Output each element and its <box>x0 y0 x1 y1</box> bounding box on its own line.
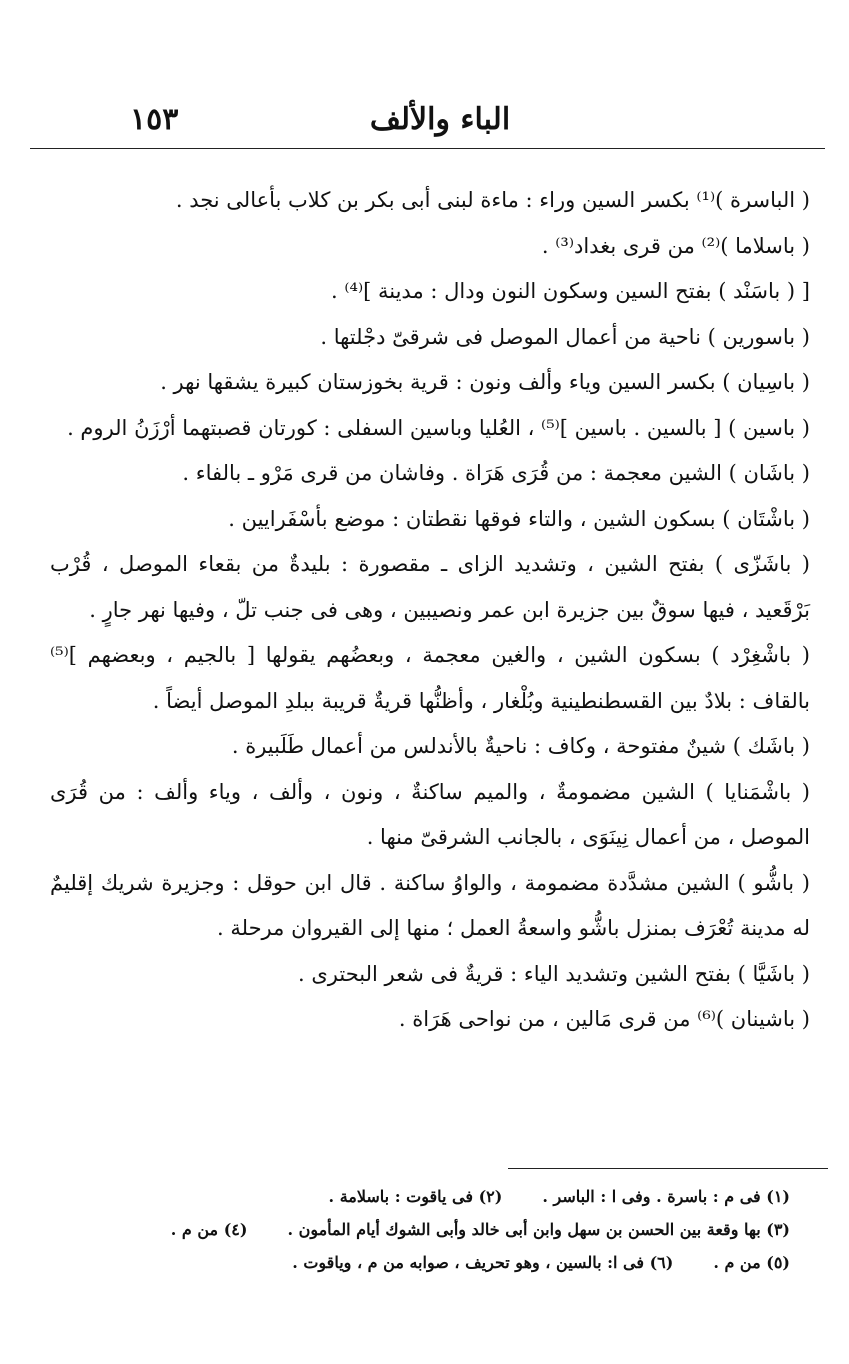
entry-bashghird: ( باشْغِرْد ) بسكون الشين ، والغين معجمة ، وبعضُهم يقولها [ بالجيم ، وبعضهم ]⁽⁵⁾ بالقاف : بلادٌ بين القسطنطينية وبُلْغار ، وأظنُّها قريةٌ قريبة ببلدِ الموصل أيضاً . <box>50 643 810 713</box>
entry-bashtan: ( باشْتَان ) بسكون الشين ، والتاء فوقها نقطتان : موضع بأسْفَرايين . <box>228 506 810 531</box>
footnote-line <box>90 1246 790 1279</box>
page-number: ١٥٣ <box>130 102 179 137</box>
header-rule <box>30 148 825 149</box>
entry-basand: [ ( باسَنْد ) بفتح السين وسكون النون ودال : مدينة ]⁽⁴⁾ . <box>331 279 810 303</box>
entry-bashazza: ( باشَزّى ) بفتح الشين ، وتشديد الزاى ـ مقصورة : بليدةٌ من بقعاء الموصل ، قُرْب بَرْقَعيد ، فيها سوقٌ بين جزيرة ابن عمر ونصيبين ، وهى فى جنب تلّ ، وفيها نهر جارٍ . <box>50 552 810 622</box>
footnote-line <box>90 1213 790 1246</box>
entry-bashmanaya: ( باشْمَنايا ) الشين مضمومةٌ ، والميم ساكنةٌ ، ونون ، وألف ، وياء وألف : من قُرَى الموصل ، من أعمال نِينَوَى ، بالجانب الشرقىّ منها . <box>50 779 810 849</box>
footnote-line <box>90 1180 790 1213</box>
entry-bashinan: ( باشينان )⁽⁶⁾ من قرى مَالين ، من نواحى هَرَاة . <box>398 1007 810 1031</box>
page-header <box>30 98 825 144</box>
entry-albasira: ( الباسرة )⁽¹⁾ بكسر السين وراء : ماءة لبنى أبى بكر بن كلاب بأعالى نجد . <box>175 188 810 212</box>
entry-basin: ( باسين ) [ بالسين . باسين ]⁽⁵⁾ ، العُليا وباسين السفلى : كورتان قصبتهما أرْزَنُ الروم . <box>67 415 810 440</box>
footnotes <box>90 1180 790 1279</box>
running-title: الباء والألف <box>369 102 511 137</box>
footnote-1: (١) فى م : باسرة . وفى ا : الباسر . <box>542 1187 790 1206</box>
entry-bashan: ( باشَان ) الشين معجمة : من قُرَى هَرَاة . وفاشان من قرى مَرْو ـ بالفاء . <box>182 461 810 485</box>
entry-basalama: ( باسلاما )⁽²⁾ من قرى بغداد⁽³⁾ . <box>541 233 810 258</box>
entry-basiyan: ( باسِيان ) بكسر السين وياء وألف ونون : قرية بخوزستان كبيرة يشقها نهر . <box>160 370 810 394</box>
footnote-6: (٦) فى ا: بالسين ، وهو تحريف ، صوابه من م ، وياقوت . <box>292 1253 674 1272</box>
entry-basurin: ( باسورين ) ناحية من أعمال الموصل فى شرقىّ دجْلتها . <box>320 324 810 349</box>
dictionary-entries <box>50 178 810 1043</box>
entry-bashshu: ( باشُّو ) الشين مشدَّدة مضمومة ، والواوُ ساكنة . قال ابن حوقل : وجزيرة شريك إقليمٌ له مدينة تُعْرَف بمنزل باشُّو واسعةُ العمل ؛ منها إلى القيروان مرحلة . <box>50 870 810 940</box>
footnote-5: (٥) من م . <box>713 1253 790 1272</box>
entry-bashak: ( باشَك ) شينٌ مفتوحة ، وكاف : ناحيةٌ بالأندلس من أعمال طَلَبيرة . <box>231 734 810 758</box>
footnote-3: (٣) بها وقعة بين الحسن بن سهل وابن أبى خالد وأبى الشوك أيام المأمون . <box>287 1220 790 1239</box>
entry-bashayya: ( باشَيَّا ) بفتح الشين وتشديد الياء : قريةٌ فى شعر البحترى . <box>298 961 810 986</box>
footnote-2: (٢) فى ياقوت : باسلامة . <box>328 1187 503 1206</box>
footnote-rule <box>508 1168 828 1169</box>
footnote-4: (٤) من م . <box>170 1220 248 1239</box>
